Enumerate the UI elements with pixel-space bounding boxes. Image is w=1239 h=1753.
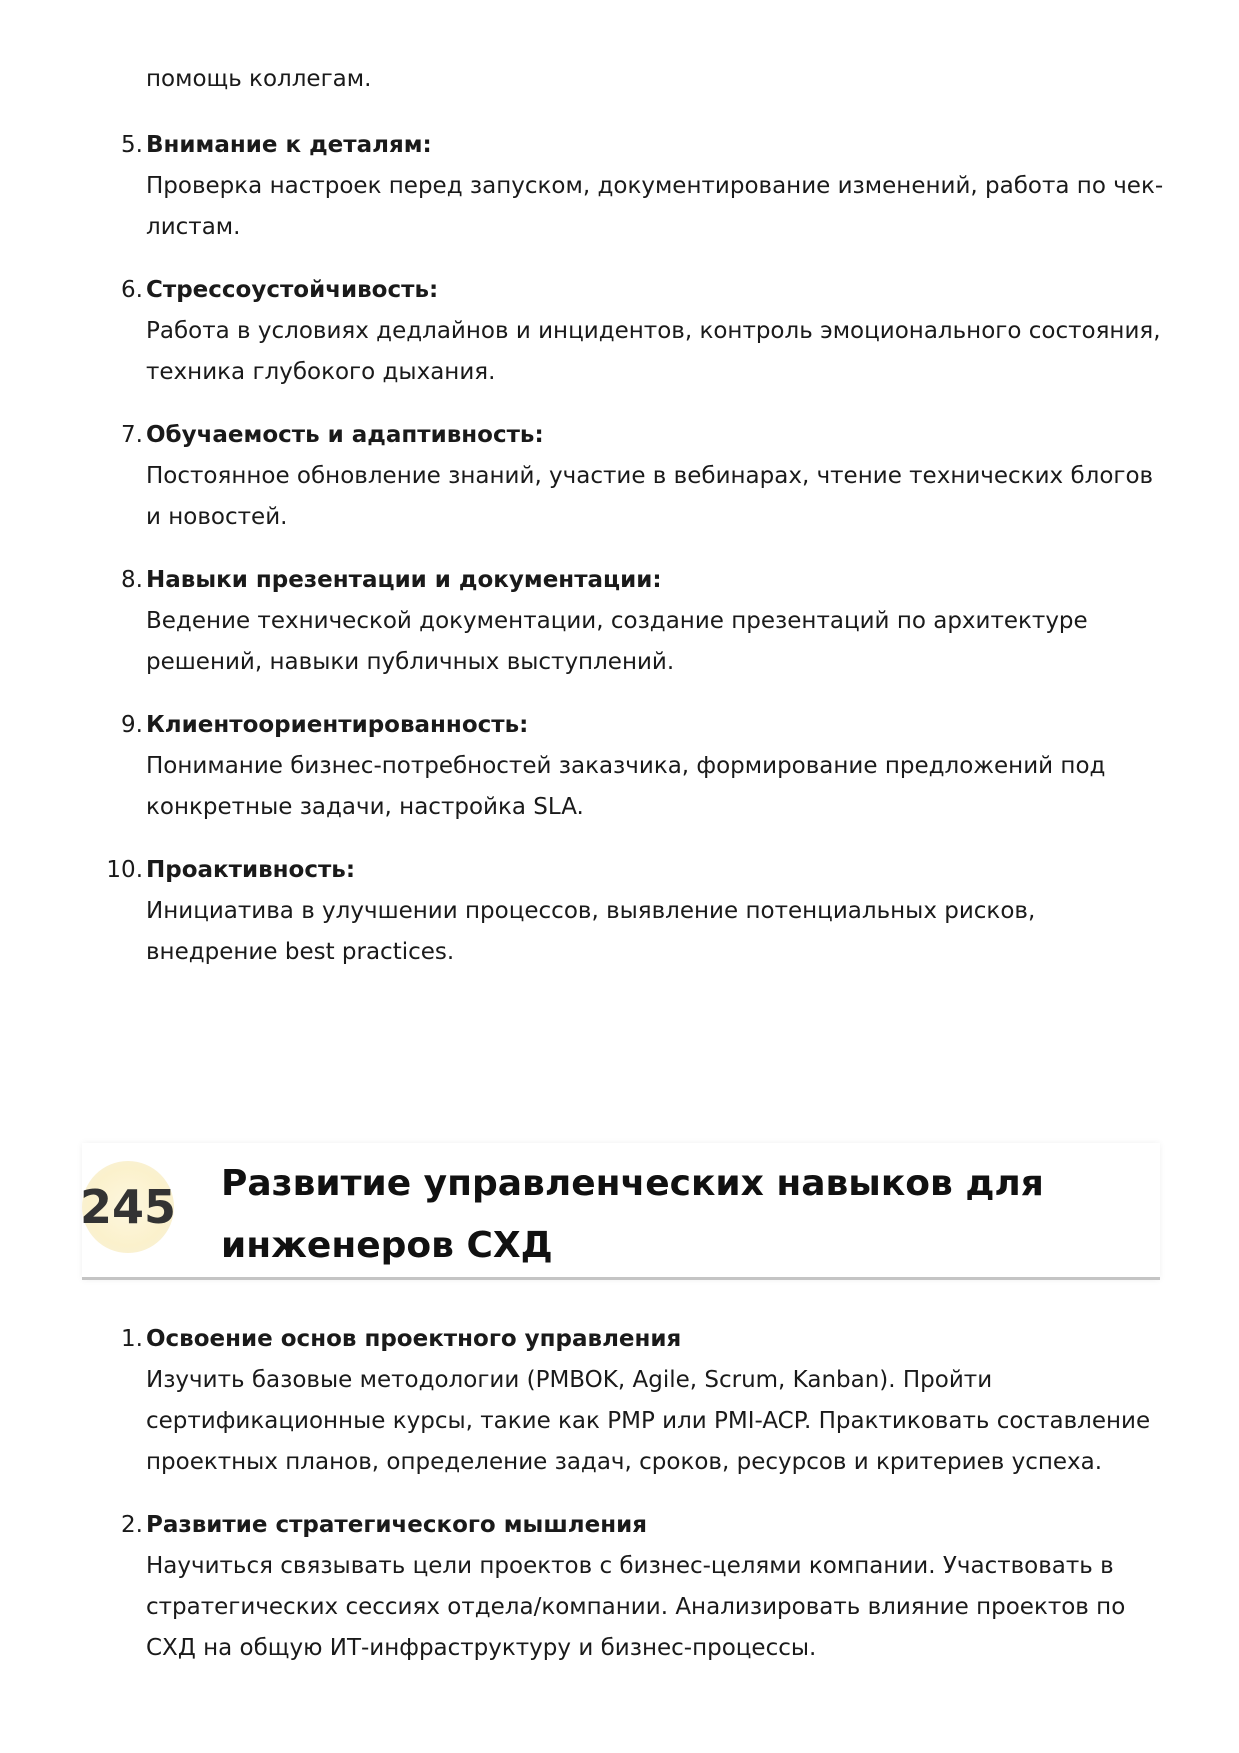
section-title: Развитие управленческих навыков для инженеров СХД [221,1163,1044,1266]
item-number: 8. [121,567,143,593]
item-description: Ведение технической документации, создание презентаций по архитектуре решений, навыки публичных выступлений. [146,608,1088,675]
list-item [121,705,1166,828]
item-number: 9. [121,712,143,738]
item-number: 2. [121,1512,143,1538]
list-item [106,850,1166,973]
list-item [121,270,1166,393]
item-description: Инициатива в улучшении процессов, выявление потенциальных рисков, внедрение best practices. [146,898,1036,965]
item-number: 7. [121,422,143,448]
item-title: Внимание к деталям: [146,132,432,158]
item-number: 10. [106,857,143,883]
continued-text: помощь коллегам. [146,66,372,92]
item-description: Научиться связывать цели проектов с бизнес-целями компании. Участвовать в стратегических сессиях отдела/компании. Анализировать влияние проектов по СХД на общую ИТ-инфраструктуру и бизнес-процессы. [146,1553,1126,1661]
item-number: 6. [121,277,143,303]
item-title: Проактивность: [146,857,356,883]
item-title: Стрессоустойчивость: [146,277,439,303]
list-item [121,415,1166,538]
item-title: Освоение основ проектного управления [146,1326,682,1352]
item-title: Развитие стратегического мышления [146,1512,647,1538]
item-description: Понимание бизнес-потребностей заказчика, формирование предложений под конкретные задачи, настройка SLA. [146,753,1106,820]
list-item [121,1505,1166,1669]
list-item [121,1319,1166,1483]
item-description: Работа в условиях дедлайнов и инцидентов, контроль эмоционального состояния, техника глубокого дыхания. [146,318,1161,385]
item-description: Проверка настроек перед запуском, документирование изменений, работа по чек-листам. [146,173,1164,240]
section-header [79,1143,1160,1280]
item-title: Обучаемость и адаптивность: [146,422,544,448]
management-skills-list [121,1319,1166,1691]
list-item [121,560,1166,683]
item-description: Изучить базовые методологии (PMBOK, Agile, Scrum, Kanban). Пройти сертификационные курсы, такие как PMP или PMI-ACP. Практиковать составление проектных планов, определение задач, сроков, ресурсов и критериев успеха. [146,1367,1151,1475]
soft-skills-list [106,125,1166,995]
section-number-badge: 245 [82,1161,174,1253]
item-title: Навыки презентации и документации: [146,567,662,593]
list-item [121,125,1166,248]
item-number: 1. [121,1326,143,1352]
item-title: Клиентоориентированность: [146,712,529,738]
item-description: Постоянное обновление знаний, участие в вебинарах, чтение технических блогов и новостей. [146,463,1154,530]
item-number: 5. [121,132,143,158]
